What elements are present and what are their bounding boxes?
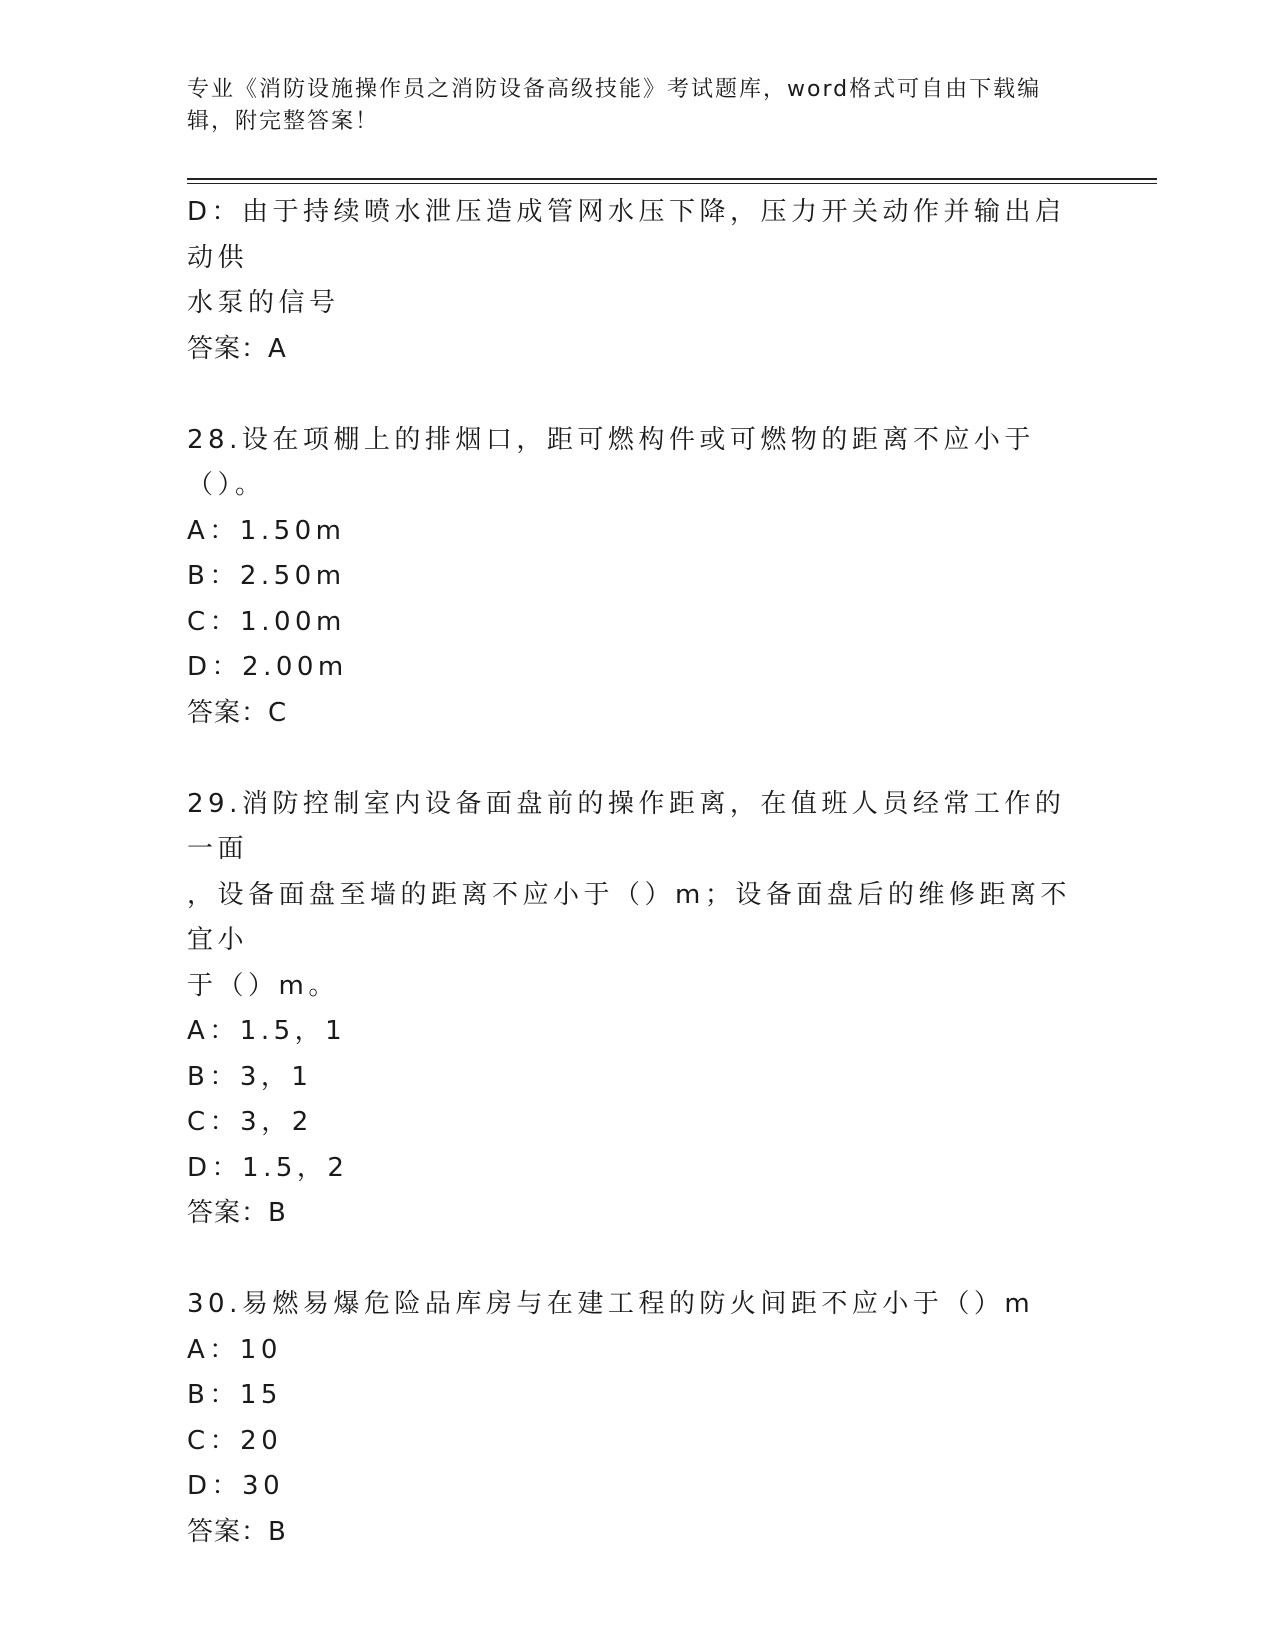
answer-line: 答案：B [187, 1516, 287, 1547]
question-block-29 [187, 782, 1087, 1237]
header-divider-thick [187, 178, 1157, 180]
question-stem: 30.易燃易爆危险品库房与在建工程的防火间距不应小于（）m [187, 1289, 1035, 1319]
header-line-1: 专业《消防设施操作员之消防设备高级技能》考试题库，word格式可自由下载编 [187, 77, 1042, 102]
option-a: A：10 [187, 1334, 282, 1365]
spacer [187, 1237, 1087, 1283]
option-a: A：1.50m [187, 515, 346, 546]
question-block-30 [187, 1282, 1087, 1555]
option-d: D：30 [187, 1471, 285, 1501]
option-c: C：1.00m [187, 606, 346, 637]
spacer [187, 736, 1087, 782]
option-b: B：2.50m [187, 561, 346, 591]
question-block-27 [187, 190, 1087, 372]
option-d: D：2.00m [187, 652, 348, 682]
document-body [187, 190, 1087, 1555]
option-b: B：15 [187, 1380, 282, 1410]
header-divider-thin [187, 183, 1157, 184]
question-stem: ，设备面盘至墙的距离不应小于（）m；设备面盘后的维修距离不宜小 [187, 879, 1071, 955]
option-a: A：1.5，1 [187, 1016, 347, 1046]
header-line-2: 辑，附完整答案！ [187, 109, 380, 134]
answer-line: 答案：C [187, 697, 288, 728]
option-d-line-1: D：由于持续喷水泄压造成管网水压下降，压力开关动作并输出启动供 [187, 197, 1066, 273]
option-c: C：20 [187, 1425, 283, 1456]
question-block-28 [187, 418, 1087, 737]
question-stem: 于（）m。 [187, 970, 339, 1001]
option-b: B：3，1 [187, 1061, 313, 1092]
question-stem: 29.消防控制室内设备面盘前的操作距离，在值班人员经常工作的一面 [187, 788, 1066, 864]
spacer [187, 372, 1087, 418]
document-header [187, 74, 1087, 138]
question-stem: 28.设在项棚上的排烟口，距可燃构件或可燃物的距离不应小于（）。 [187, 424, 1035, 500]
option-c: C：3，2 [187, 1107, 313, 1137]
answer-line: 答案：B [187, 1198, 287, 1228]
option-d-line-2: 水泵的信号 [187, 288, 340, 318]
option-d: D：1.5，2 [187, 1152, 349, 1183]
answer-line: 答案：A [187, 333, 287, 364]
